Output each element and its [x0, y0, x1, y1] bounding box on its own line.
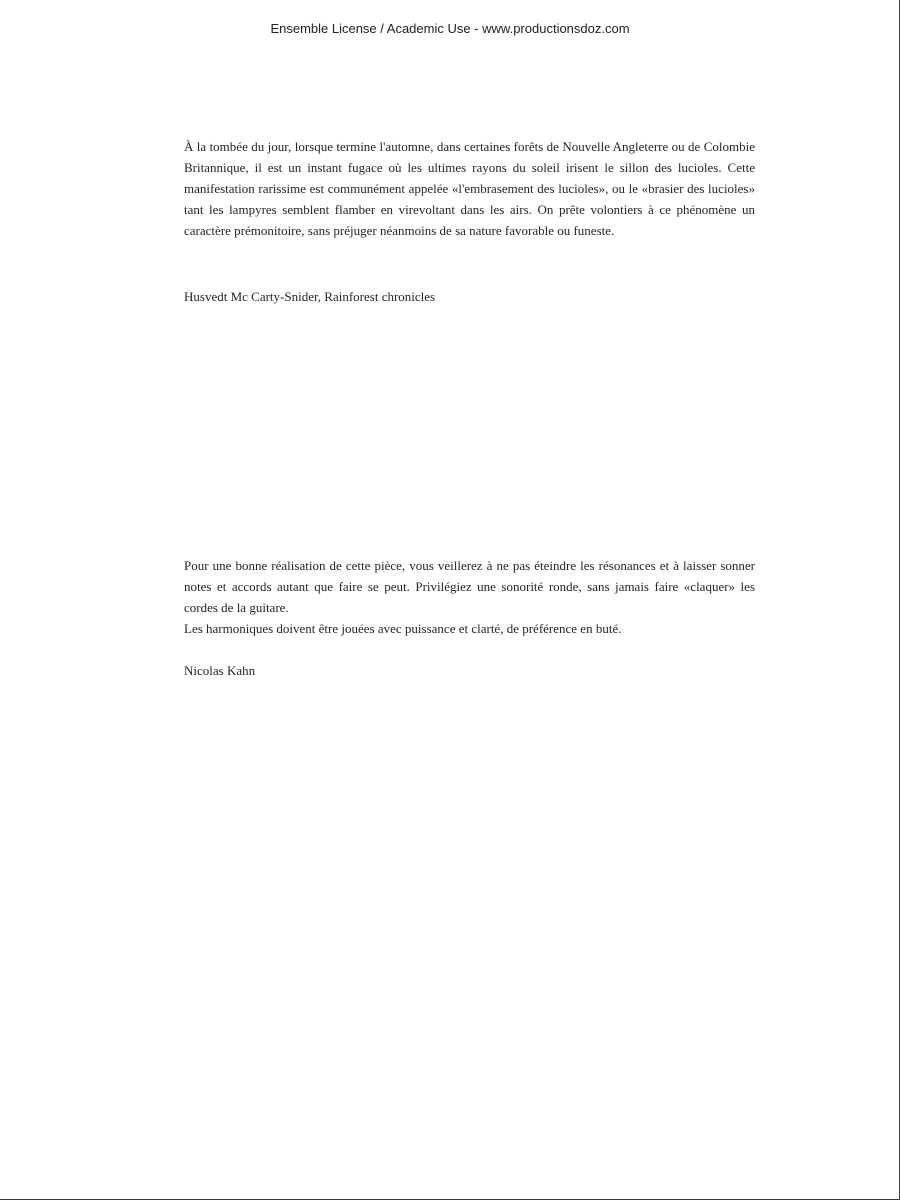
author-signature: Nicolas Kahn	[184, 663, 256, 678]
license-header: Ensemble License / Academic Use - www.productionsdoz.com	[270, 21, 630, 36]
epigraph-quote: À la tombée du jour, lorsque termine l'automne, dans certaines forêts de Nouvelle Angleterre ou de Colombie Britannique, il est un instant fugace où les ultimes rayons du soleil irisent le sillon des lucioles. Cette manifestation rarissime est communément appelée «l'embrasement des lucioles», ou le «brasier des lucioles» tant les lampyres semblent flamber en virevoltant dans les airs. On prête volontiers à ce phénomène un caractère prémonitoire, sans préjuger néanmoins de sa nature favorable ou funeste.	[184, 139, 755, 238]
epigraph-attribution: Husvedt Mc Carty-Snider, Rainforest chronicles	[184, 289, 436, 304]
performance-note	[184, 555, 755, 639]
harmonics-instruction: Les harmoniques doivent être jouées avec puissance et clarté, de préférence en buté.	[184, 621, 622, 636]
performance-note-paragraph: Pour une bonne réalisation de cette pièce, vous veillerez à ne pas éteindre les résonances et à laisser sonner notes et accords autant que faire se peut. Privilégiez une sonorité ronde, sans jamais faire «claquer» les cordes de la guitare.	[184, 558, 755, 615]
